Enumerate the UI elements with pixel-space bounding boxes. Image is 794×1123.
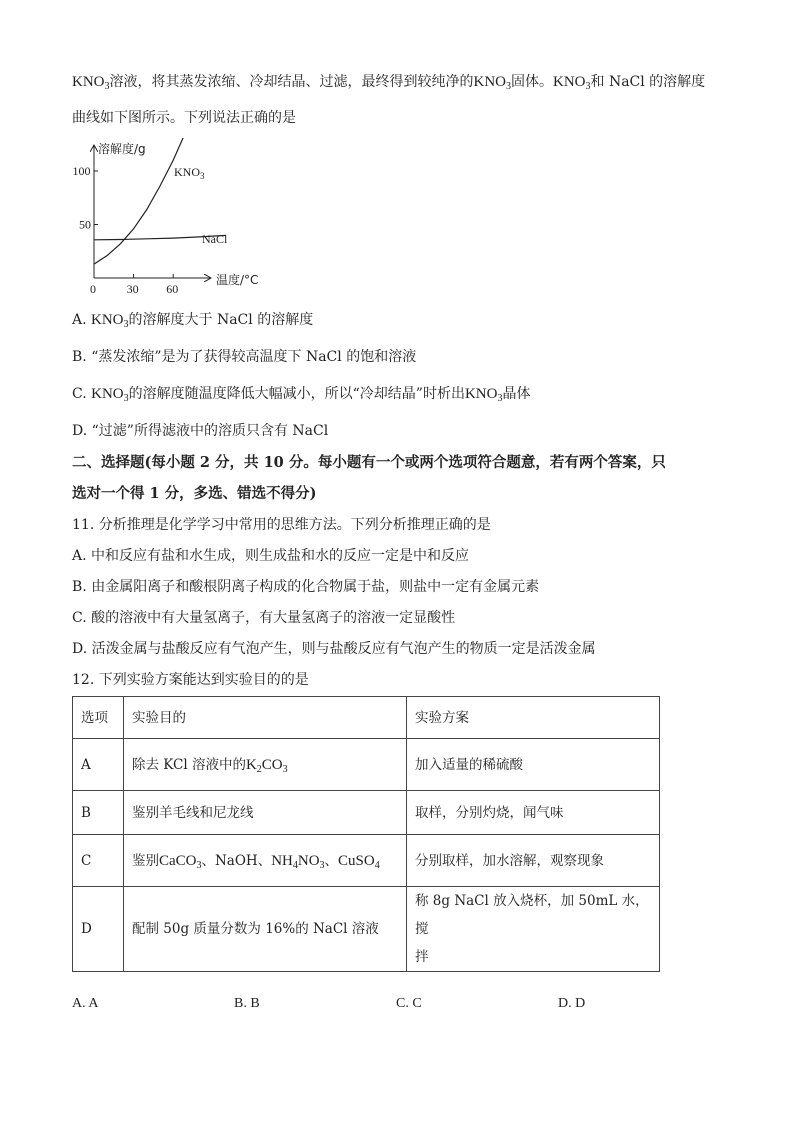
table-header-row [73, 697, 660, 739]
formula-kno3: $KNO_3$ [553, 74, 591, 92]
x-tick-label: 60 [166, 282, 179, 296]
x-tick-label: 0 [90, 282, 96, 296]
q12-answer-b[interactable]: B. B [234, 996, 260, 1011]
header-purpose: 实验目的 [124, 697, 407, 739]
q11-option-a[interactable]: A. 中和反应有盐和水生成，则生成盐和水的反应一定是中和反应 [72, 548, 470, 564]
header-plan: 实验方案 [407, 697, 660, 739]
formula-caco3: CaCO$_3$ [159, 852, 202, 871]
formula-kno3: $KNO_3$ [473, 74, 511, 92]
formula-kno3: $KNO_3$ [464, 386, 503, 404]
series-line-kno3 [94, 138, 186, 264]
intro-line-1: $KNO_3$溶液，将其蒸发浓缩、冷却结晶、过滤，最终得到较纯净的$KNO_3$固体。$KNO_3$和 NaCl 的溶解度 [72, 74, 706, 92]
q10-option-a[interactable]: A. $KNO_3$的溶解度大于 NaCl 的溶解度 [72, 312, 314, 330]
formula-kno3: $KNO_3$ [91, 312, 129, 330]
formula-nh4no3: $NH_4NO_3$ [271, 852, 325, 871]
q10-option-b[interactable]: B. “蒸发浓缩”是为了获得较高温度下 NaCl 的饱和溶液 [72, 349, 417, 365]
header-option: 选项 [73, 697, 124, 739]
series-label-nacl: NaCl [202, 232, 228, 246]
table-row: B 鉴别羊毛线和尼龙线 取样，分别灼烧，闻气味 [73, 791, 660, 835]
q12-answer-a[interactable]: A. A [72, 996, 99, 1011]
q11-option-b[interactable]: B. 由金属阳离子和酸根阴离子构成的化合物属于盐，则盐中一定有金属元素 [72, 579, 540, 595]
table-row: D 配制 50g 质量分数为 16%的 NaCl 溶液 称 8g NaCl 放入烧杯，加 50mL 水，搅 拌 [73, 887, 660, 972]
formula-kno3: $KNO_3$ [72, 74, 110, 92]
x-axis-label: 温度/°C [216, 273, 259, 287]
formula-cuso4: CuSO$_4$ [338, 852, 380, 871]
table-row: A 除去 KCl 溶液中的$K_2CO_3$ 加入适量的稀硫酸 [73, 739, 660, 791]
section-heading-line-1: 二、选择题(每小题 2 分，共 10 分。每小题有一个或两个选项符合题意，若有两个答案，只 [72, 454, 666, 471]
q11-option-d[interactable]: D. 活泼金属与盐酸反应有气泡产生，则与盐酸反应有气泡产生的物质一定是活泼金属 [72, 641, 596, 657]
experiment-table [72, 696, 660, 972]
x-tick-label: 30 [126, 282, 139, 296]
table-row: C 鉴别CaCO$_3$、NaOH、$NH_4NO_3$、CuSO$_4$ 分别取样，加水溶解，观察现象 [73, 835, 660, 887]
intro-line-2: 曲线如下图所示。下列说法正确的是 [72, 110, 296, 126]
formula-k2co3: $K_2CO_3$ [245, 756, 288, 775]
section-heading-line-2: 选对一个得 1 分，多选、错选不得分) [72, 485, 317, 502]
y-tick-label: 100 [72, 164, 91, 178]
series-label-kno3: $KNO_3$ [174, 165, 205, 181]
q12-answer-c[interactable]: C. C [396, 996, 422, 1011]
q12-stem: 12. 下列实验方案能达到实验目的的是 [72, 672, 309, 688]
y-tick-label: 50 [79, 217, 91, 232]
q10-option-d[interactable]: D. “过滤”所得滤液中的溶质只含有 NaCl [72, 423, 329, 439]
y-axis-label: 溶解度/g [98, 142, 146, 156]
solubility-chart [70, 138, 290, 298]
q11-option-c[interactable]: C. 酸的溶液中有大量氢离子，有大量氢离子的溶液一定显酸性 [72, 610, 456, 626]
q12-answer-d[interactable]: D. D [558, 996, 586, 1011]
q10-option-c[interactable]: C. $KNO_3$的溶解度随温度降低大幅减小，所以“冷却结晶”时析出$KNO_3$晶体 [72, 386, 531, 404]
q11-stem: 11. 分析推理是化学学习中常用的思维方法。下列分析推理正确的是 [72, 517, 491, 533]
formula-kno3: $KNO_3$ [91, 386, 129, 404]
